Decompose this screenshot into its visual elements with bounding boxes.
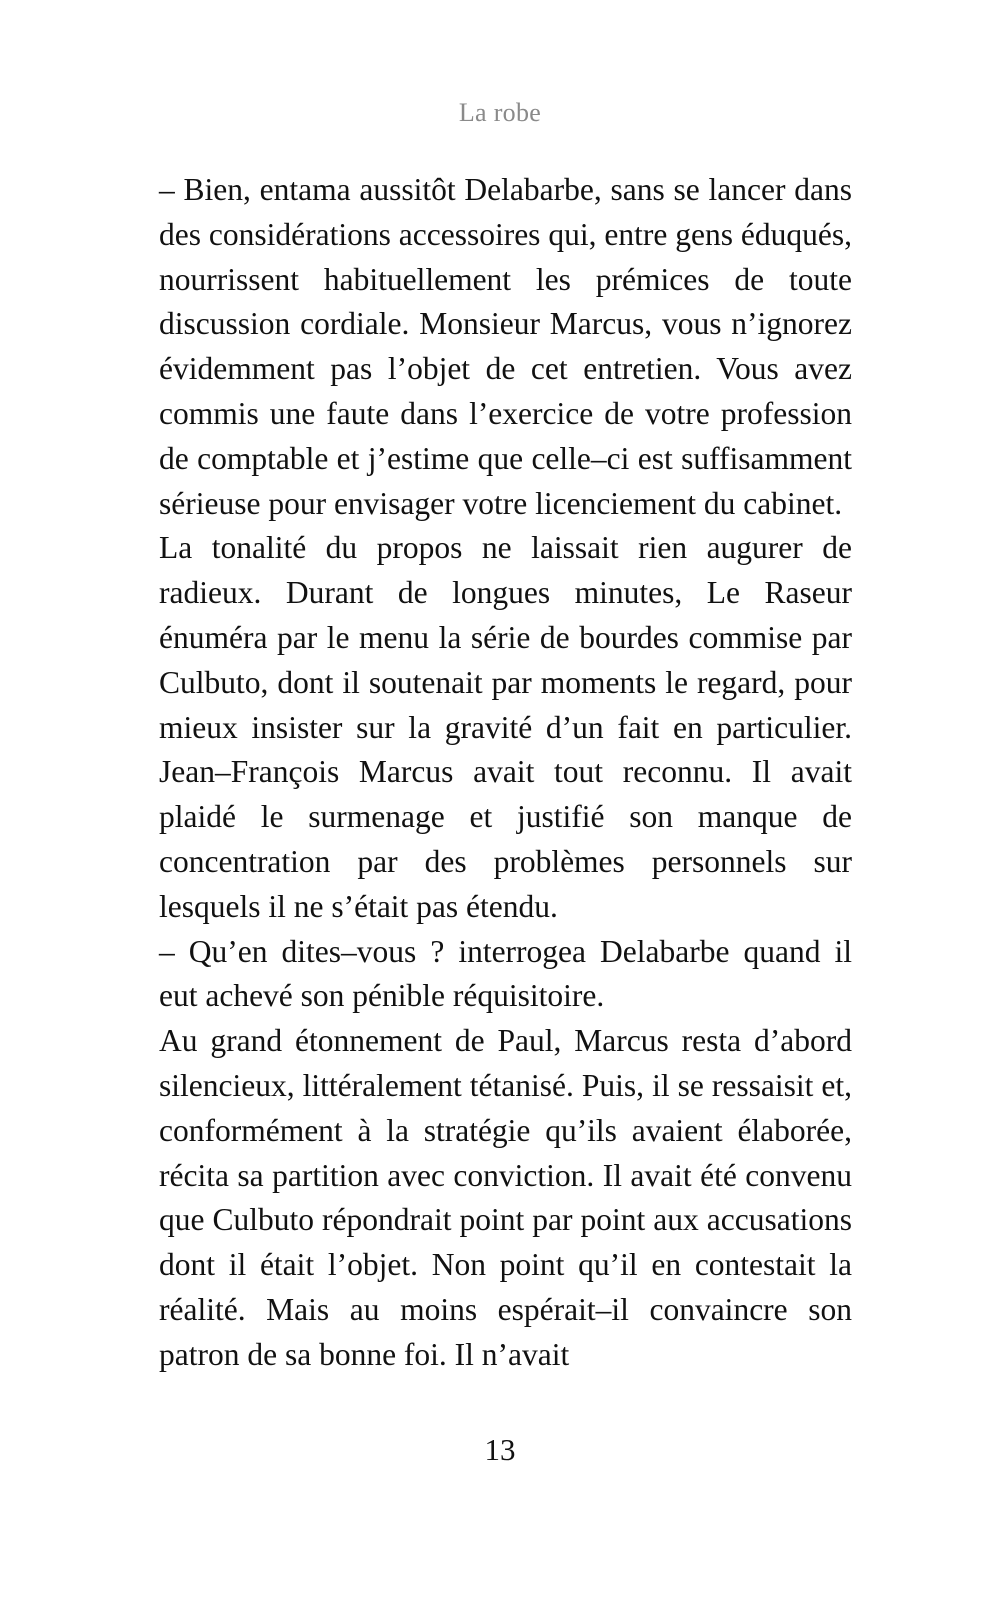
paragraph-3: – Qu’en dites–vous ? interrogea Delabarbe quand il eut achevé son pénible réquisitoire. bbox=[159, 933, 852, 1014]
body-text bbox=[159, 168, 852, 1378]
paragraph-4: Au grand étonnement de Paul, Marcus resta d’abord silencieux, littéralement tétanisé. Puis, il se ressaisit et, conformément à la stratégie qu’ils avaient élaborée, récita sa partition avec conviction. Il avait été convenu que Culbuto répondrait point par point aux accusations dont il était l’objet. Non point qu’il en contestait la réalité. Mais au moins espérait–il convaincre son patron de sa bonne foi. Il n’avait bbox=[159, 1023, 852, 1372]
running-head-title: La robe bbox=[458, 98, 542, 127]
paragraph-2: La tonalité du propos ne laissait rien augurer de radieux. Durant de longues minutes, Le Raseur énuméra par le menu la série de bourdes commise par Culbuto, dont il soutenait par moments le regard, pour mieux insister sur la gravité d’un fait en particulier. Jean–François Marcus avait tout reconnu. Il avait plaidé le surmenage et justifié son manque de concentration par des problèmes personnels sur lesquels il ne s’était pas étendu. bbox=[159, 530, 852, 924]
page-number: 13 bbox=[484, 1432, 516, 1467]
paragraph-1: – Bien, entama aussitôt Delabarbe, sans se lancer dans des considérations accessoires qui, entre gens éduqués, nourrissent habituellement les prémices de toute discussion cordiale. Monsieur Marcus, vous n’ignorez évidemment pas l’objet de cet entretien. Vous avez commis une faute dans l’exercice de votre profession de comptable et j’estime que celle–ci est suffisamment sérieuse pour envisager votre licenciement du cabinet. bbox=[159, 172, 852, 521]
